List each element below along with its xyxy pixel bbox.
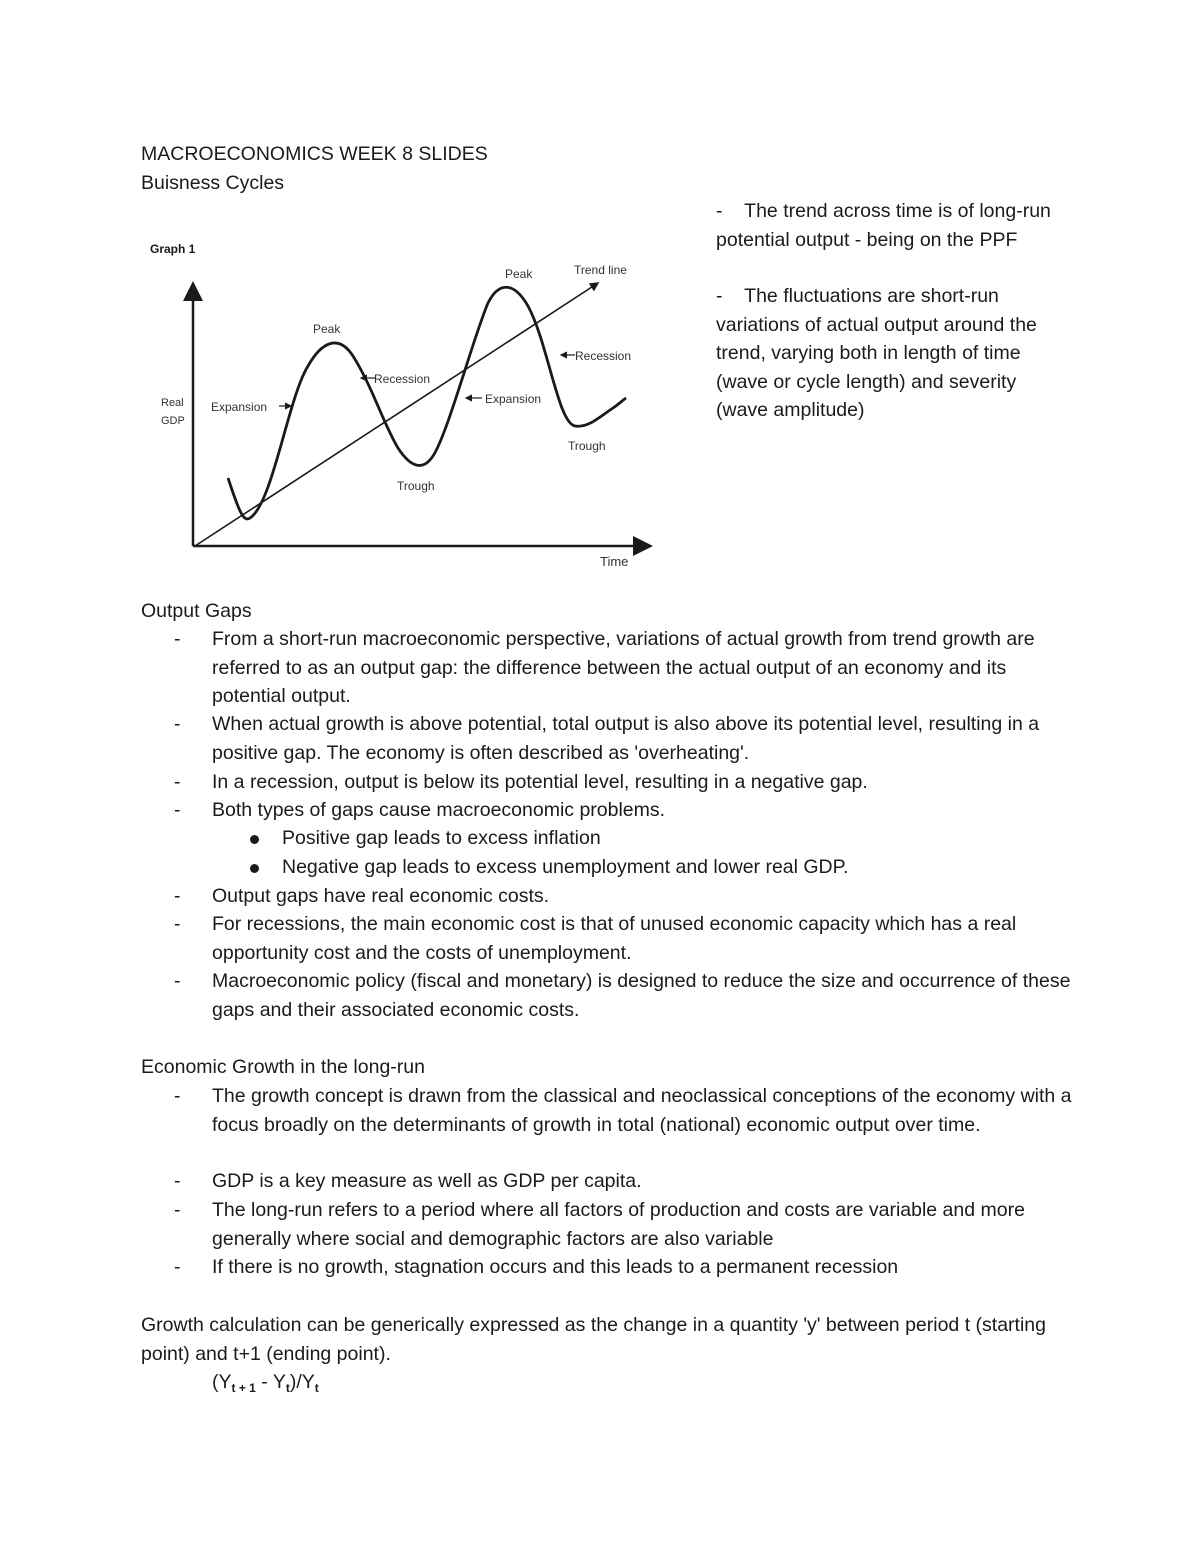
x-axis-label: Time bbox=[600, 554, 629, 569]
list-dash: - bbox=[174, 970, 181, 992]
section-heading-business-cycles: Buisness Cycles bbox=[141, 172, 285, 194]
side-note-dash: - bbox=[716, 200, 723, 222]
trend-line bbox=[195, 283, 598, 546]
list-dash: - bbox=[174, 1170, 181, 1192]
label-trend-line: Trend line bbox=[574, 263, 627, 277]
list-item: From a short-run macroeconomic perspective, variations of actual growth from trend growth are referred to as an output gap: the difference between the actual output of an economy and its potential output. bbox=[212, 628, 1035, 707]
list-dash: - bbox=[174, 1085, 181, 1107]
y-axis-label-gdp: GDP bbox=[161, 415, 185, 427]
list-dash: - bbox=[174, 913, 181, 935]
list-item: Both types of gaps cause macroeconomic problems. bbox=[212, 799, 666, 821]
label-peak-1: Peak bbox=[313, 322, 341, 336]
list-dash: - bbox=[174, 713, 181, 735]
growth-paragraph: Growth calculation can be generically expressed as the change in a quantity 'y' between period t (starting point) and t+1 (ending point). bbox=[141, 1314, 1046, 1365]
side-note-2 bbox=[682, 282, 1072, 425]
growth-formula: $(Y_{t + 1} - Y_t)/Y_t$ bbox=[212, 1371, 319, 1395]
bullet-icon bbox=[250, 864, 259, 873]
list-item: The long-run refers to a period where all factors of production and costs are variable and more generally where social and demographic factors are also variable bbox=[212, 1199, 1025, 1250]
list-item: When actual growth is above potential, total output is also above its potential level, resulting in a positive gap. The economy is often described as 'overheating'. bbox=[212, 713, 1040, 764]
list-item: For recessions, the main economic cost is that of unused economic capacity which has a real opportunity cost and the costs of unemployment. bbox=[212, 913, 1017, 964]
label-expansion-2: Expansion bbox=[485, 392, 542, 406]
side-note-dash: - bbox=[716, 285, 723, 307]
section-heading-economic-growth: Economic Growth in the long-run bbox=[141, 1056, 425, 1078]
list-item: The growth concept is drawn from the classical and neoclassical conceptions of the economy with a focus broadly on the determinants of growth in total (national) economic output over time. bbox=[212, 1085, 1072, 1136]
y-axis-label-real: Real bbox=[161, 397, 184, 409]
side-note-1 bbox=[682, 197, 1072, 254]
side-note-text: The fluctuations are short-run variations of actual output around the trend, varying both in length of time (wave or cycle length) and severity (wave amplitude) bbox=[716, 285, 1037, 421]
label-peak-2: Peak bbox=[505, 267, 533, 281]
label-expansion-1: Expansion bbox=[211, 400, 268, 414]
graph-title: Graph 1 bbox=[150, 242, 196, 256]
list-dash: - bbox=[174, 1256, 181, 1278]
list-dash: - bbox=[174, 885, 181, 907]
label-recession-2: Recession bbox=[575, 349, 632, 363]
section-heading-output-gaps: Output Gaps bbox=[141, 600, 252, 622]
document-title: MACROECONOMICS WEEK 8 SLIDES bbox=[141, 143, 488, 165]
label-trough-2: Trough bbox=[568, 439, 606, 453]
label-trough-1: Trough bbox=[397, 479, 435, 493]
sub-list-item: Negative gap leads to excess unemployment and lower real GDP. bbox=[282, 856, 849, 878]
list-item: Macroeconomic policy (fiscal and monetary) is designed to reduce the size and occurrence of these gaps and their associated economic costs. bbox=[212, 970, 1071, 1021]
list-item: GDP is a key measure as well as GDP per capita. bbox=[212, 1170, 642, 1192]
side-note-text: The trend across time is of long-run potential output - being on the PPF bbox=[716, 200, 1051, 251]
list-item: Output gaps have real economic costs. bbox=[212, 885, 550, 907]
label-recession-1: Recession bbox=[374, 372, 431, 386]
list-item: If there is no growth, stagnation occurs and this leads to a permanent recession bbox=[212, 1256, 899, 1278]
list-dash: - bbox=[174, 799, 181, 821]
list-dash: - bbox=[174, 1199, 181, 1221]
list-dash: - bbox=[174, 771, 181, 793]
list-dash: - bbox=[174, 628, 181, 650]
bullet-icon bbox=[250, 835, 259, 844]
business-cycle-graph bbox=[143, 228, 653, 578]
sub-list-item: Positive gap leads to excess inflation bbox=[282, 827, 601, 849]
list-item: In a recession, output is below its potential level, resulting in a negative gap. bbox=[212, 771, 868, 793]
